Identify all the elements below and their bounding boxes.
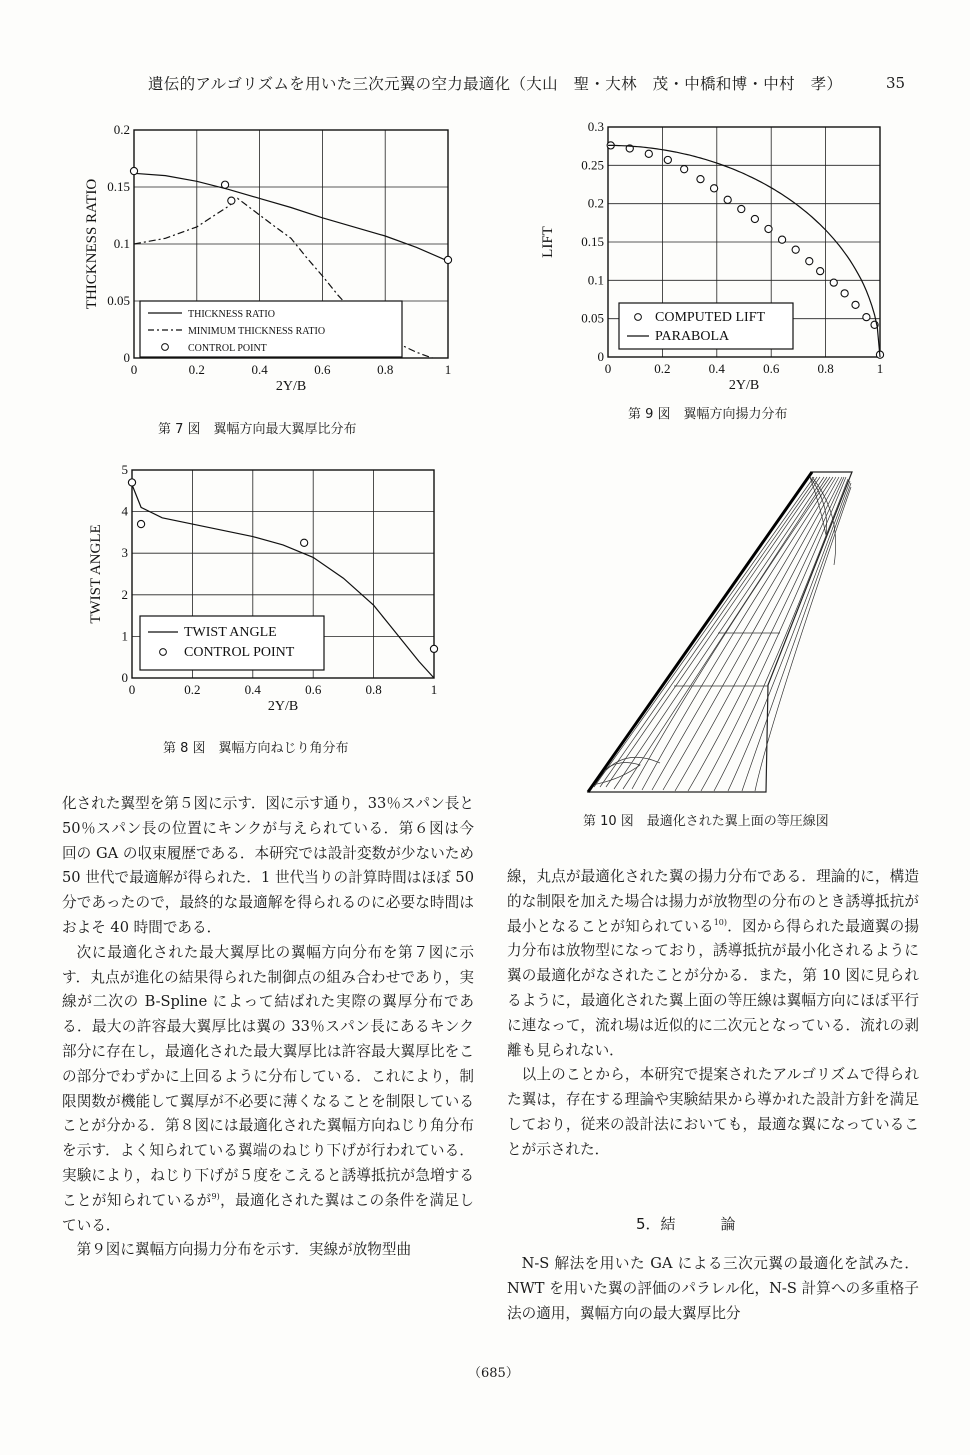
data-point: [430, 645, 437, 652]
data-point: [751, 215, 758, 222]
legend-label: CONTROL POINT: [184, 645, 295, 660]
data-point: [130, 167, 137, 174]
data-point: [792, 246, 799, 253]
y-tick-label: 0.15: [107, 179, 130, 194]
series-line: [134, 173, 448, 261]
running-title: 遺伝的アルゴリズムを用いた三次元翼の空力最適化（大山 聖・大林 茂・中橋和博・中村 孝）: [148, 75, 843, 93]
paragraph: 化された翼型を第５図に示す．図に示す通り，33％スパン長と 50％スパン長の位置にキンクが与えられている．第６図は今回の GA の収束履歴である．本研究では設計変数が少ないため 50 世代で最適解が得られた．1 世代当りの計算時間はほぼ 50 分であったので，最終的な最適解を得られるのに必要な時間はおよそ 40 時間である．: [62, 795, 474, 936]
y-tick-label: 5: [121, 462, 128, 477]
data-point: [852, 301, 859, 308]
y-tick-label: 0: [123, 350, 130, 365]
x-tick-label: 0.4: [708, 361, 725, 376]
data-point: [778, 236, 785, 243]
fig9-caption: 第 9 図 翼幅方向揚力分布: [628, 407, 788, 422]
x-tick-label: 0.8: [817, 361, 834, 376]
fig8-chart: [70, 458, 470, 728]
data-point: [697, 176, 704, 183]
section-title: 5．結 論: [636, 1215, 736, 1233]
data-point: [664, 156, 671, 163]
y-axis-label: LIFT: [540, 226, 556, 258]
fig10-isobar-image: [580, 465, 870, 795]
y-tick-label: 0: [121, 670, 128, 685]
y-tick-label: 2: [121, 586, 128, 602]
y-tick-label: 0: [597, 349, 604, 364]
paragraph: 次に最適化された最大翼厚比の翼幅方向分布を第７図に示す．丸点が進化の結果得られた制御点の組み合わせであり，実線が二次の B-Spline によって結ばれた実際の翼厚分布である．最大の許容最大翼厚比は翼の 33％スパン長にあるキンク部分に存在し，最適化された最大翼厚比は許容最大翼厚比をこの部分でわずかに上回るように分布している．これにより，制限関数が機能して翼厚が不必要に薄くなることを制限していることが分かる．第８図には最適化された翼幅方向ねじり角分布を示す．よく知られている翼端のねじり下げが行われている．実験により，ねじり下げが５度をこえると誘導抵抗が急増することが知られているが$^{9)}$，最適化された翼はこの条件を満足している．: [62, 943, 474, 1234]
x-tick-label: 0.4: [244, 682, 261, 697]
left-column: [62, 792, 474, 1263]
x-tick-label: 0.6: [305, 682, 322, 697]
reference-10: 10): [713, 917, 728, 927]
paragraph: 第９図に翼幅方向揚力分布を示す．実線が放物型曲: [76, 1241, 412, 1259]
x-tick-label: 0: [130, 362, 138, 377]
data-point: [301, 539, 308, 546]
x-tick-label: 0: [128, 682, 136, 697]
x-tick-label: 0.6: [314, 362, 331, 377]
data-point: [806, 258, 813, 265]
data-point: [681, 166, 688, 173]
paragraph: N-S 解法を用いた GA による三次元翼の最適化を試みた．NWT を用いた翼の評価のパラレル化，N-S 計算への多重格子法の適用，翼幅方向の最大翼厚比分: [507, 1255, 919, 1322]
y-axis-label: TWIST ANGLE: [88, 524, 104, 624]
fig10-caption: 第 10 図 最適化された翼上面の等圧線図: [583, 814, 829, 829]
y-tick-label: 0.3: [587, 119, 604, 134]
x-tick-label: 0: [604, 361, 612, 376]
y-tick-label: 0.2: [587, 195, 604, 211]
right-column: [507, 865, 919, 1163]
data-point: [221, 181, 228, 188]
paragraph: 線，丸点が最適化された翼の揚力分布である．理論的に，構造的な制限を加えた場合は揚力が放物型の分布のとき誘導抵抗が最小となることが知られている$^{10)}$．図から得られた最適翼の揚力分布は放物型になっており，誘導抵抗が最小化されるように翼の最適化がなされたことが分かる．また，第 10 図に見られるように，最適化された翼上面の等圧線は翼幅方向にほぼ平行に連なって，流れ場は近似的に二次元となっている．流れの剥離も見られない．: [507, 868, 919, 1059]
x-tick-label: 0.2: [654, 361, 671, 376]
x-tick-label: 0.2: [188, 362, 205, 377]
y-tick-label: 0.1: [587, 272, 604, 288]
right-column-conclusion: [507, 1252, 919, 1326]
x-axis-label: 2Y/B: [267, 699, 299, 714]
legend-label: MINIMUM THICKNESS RATIO: [188, 326, 326, 337]
y-tick-label: 0.2: [113, 122, 130, 137]
x-axis-label: 2Y/B: [728, 378, 760, 393]
data-point: [863, 314, 870, 321]
data-point: [765, 225, 772, 232]
data-point: [444, 256, 451, 263]
footer-page: （685）: [468, 1366, 519, 1381]
page-number: 35: [886, 74, 906, 92]
data-point: [710, 185, 717, 192]
x-tick-label: 1: [430, 682, 438, 697]
legend-label: CONTROL POINT: [188, 343, 267, 354]
x-tick-label: 0.2: [184, 682, 201, 697]
y-tick-label: 1: [121, 628, 128, 644]
x-tick-label: 1: [444, 362, 452, 377]
paragraph: 以上のことから，本研究で提案されたアルゴリズムで得られた翼は，存在する理論や実験結果から導かれた設計方針を満足しており，従来の設計法においても，最適な翼になっていることが示された．: [507, 1066, 919, 1158]
reference-9: 9): [211, 1191, 220, 1201]
y-tick-label: 0.15: [581, 234, 604, 249]
y-tick-label: 0.25: [581, 157, 604, 173]
x-axis-label: 2Y/B: [275, 379, 307, 394]
data-point: [841, 290, 848, 297]
legend-marker: [162, 344, 169, 351]
x-tick-label: 0.6: [763, 361, 780, 376]
data-point: [738, 205, 745, 212]
legend-label: THICKNESS RATIO: [188, 309, 275, 320]
data-point: [817, 268, 824, 275]
data-point: [724, 196, 731, 203]
legend-label: COMPUTED LIFT: [655, 310, 766, 325]
data-point: [228, 197, 235, 204]
y-tick-label: 0.1: [113, 236, 130, 251]
legend-marker: [160, 649, 167, 656]
y-tick-label: 0.05: [581, 310, 604, 326]
x-tick-label: 0.4: [251, 362, 268, 377]
legend-marker: [635, 314, 642, 321]
fig8-caption: 第 8 図 翼幅方向ねじり角分布: [163, 741, 349, 756]
fig7-caption: 第 7 図 翼幅方向最大翼厚比分布: [158, 422, 357, 437]
data-point: [137, 520, 144, 527]
data-point: [830, 279, 837, 286]
y-tick-label: 0.05: [107, 293, 130, 308]
fig9-chart: [530, 115, 910, 405]
legend-label: PARABOLA: [655, 329, 730, 344]
x-tick-label: 0.8: [377, 362, 394, 377]
data-point: [128, 479, 135, 486]
y-axis-label: THICKNESS RATIO: [84, 178, 100, 310]
x-tick-label: 0.8: [365, 682, 382, 697]
data-point: [645, 150, 652, 157]
y-tick-label: 4: [121, 503, 128, 519]
y-tick-label: 3: [121, 545, 128, 561]
x-tick-label: 1: [876, 361, 884, 376]
fig7-chart: [70, 118, 470, 408]
legend-label: TWIST ANGLE: [184, 625, 277, 640]
